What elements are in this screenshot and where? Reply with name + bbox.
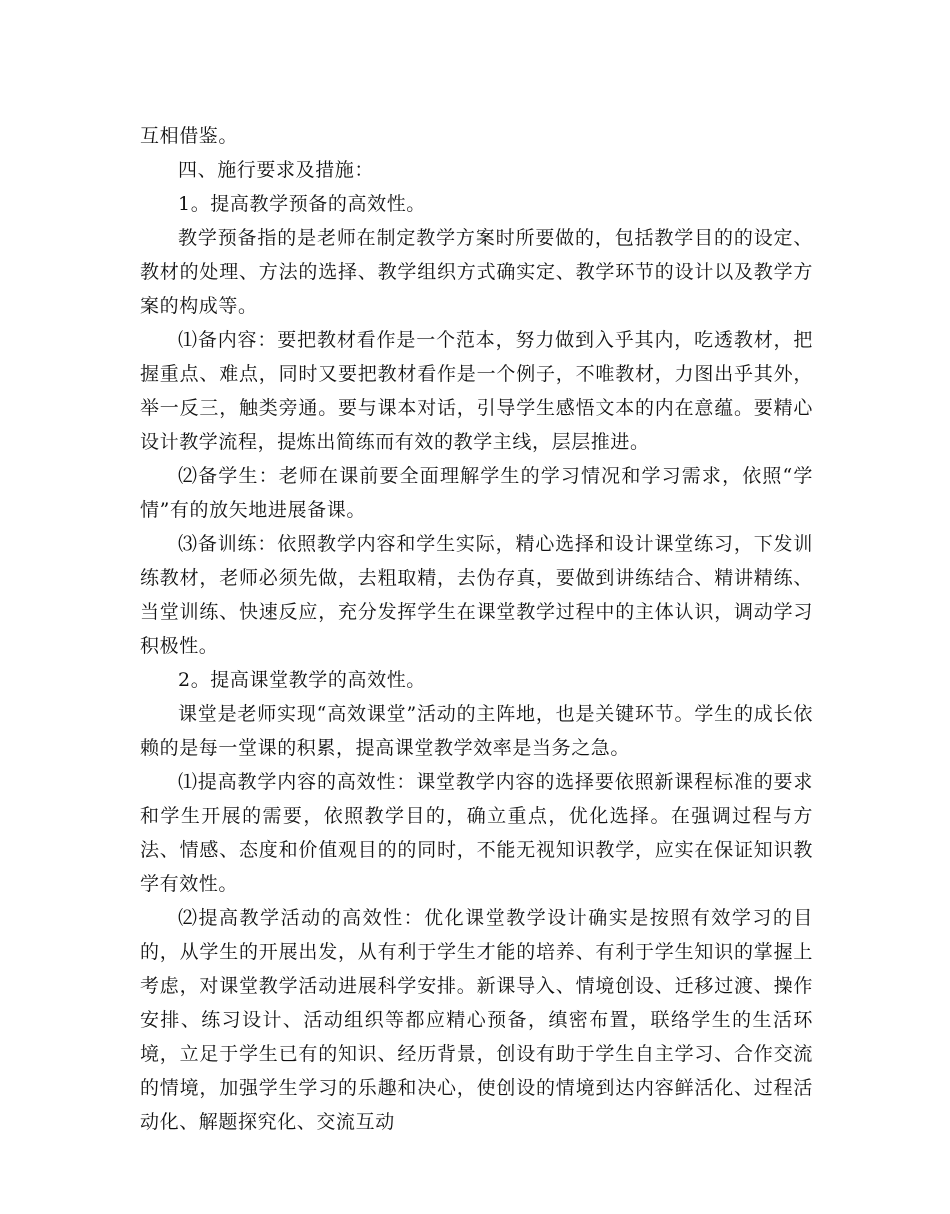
paragraph-content-efficiency: ⑴提高教学内容的高效性：课堂教学内容的选择要依照新课程标准的要求和学生开展的需要，依照教学目的，确立重点，优化选择。在强调过程与方法、情感、态度和价值观目的的同时，不能无视知识教学，应实在保证知识教学有效性。 xyxy=(140,771,813,895)
paragraph-prep-training: ⑶备训练：依照教学内容和学生实际，精心选择和设计课堂练习，下发训练教材，老师必须先做，去粗取精，去伪存真，要做到讲练结合、精讲精练、当堂训练、快速反应，充分发挥学生在课堂教学过程中的主体认识，调动学习积极性。 xyxy=(140,533,813,657)
subsection-heading-2: 2。提高课堂教学的高效性。 xyxy=(178,669,426,691)
paragraph-teaching-prep: 教学预备指的是老师在制定教学方案时所要做的，包括教学目的的设定、教材的处理、方法的选择、教学组织方式确实定、教学环节的设计以及教学方案的构成等。 xyxy=(140,227,813,317)
paragraph-1: 互相借鉴。 xyxy=(140,125,239,147)
subsection-heading-1: 1。提高教学预备的高效性。 xyxy=(178,193,426,215)
paragraph-classroom: 课堂是老师实现“高效课堂”活动的主阵地，也是关键环节。学生的成长依赖的是每一堂课的积累，提高课堂教学效率是当务之急。 xyxy=(140,703,813,759)
paragraph-activity-efficiency: ⑵提高教学活动的高效性：优化课堂教学设计确实是按照有效学习的目的，从学生的开展出发，从有利于学生才能的培养、有利于学生知识的掌握上考虑，对课堂教学活动进展科学安排。新课导入、情境创设、迁移过渡、操作安排、练习设计、活动组织等都应精心预备，缜密布置，联络学生的生活环境，立足于学生已有的知识、经历背景，创设有助于学生自主学习、合作交流的情境，加强学生学习的乐趣和决心，使创设的情境到达内容鲜活化、过程活动化、解题探究化、交流互动 xyxy=(140,907,813,1133)
document-body xyxy=(140,119,813,1139)
paragraph-prep-students: ⑵备学生：老师在课前要全面理解学生的学习情况和学习需求，依照“学情”有的放矢地进展备课。 xyxy=(140,465,813,521)
paragraph-prep-content: ⑴备内容：要把教材看作是一个范本，努力做到入乎其内，吃透教材，把握重点、难点，同时又要把教材看作是一个例子，不唯教材，力图出乎其外，举一反三，触类旁通。要与课本对话，引导学生感悟文本的内在意蕴。要精心设计教学流程，提炼出简练而有效的教学主线，层层推进。 xyxy=(140,329,813,453)
section-heading: 四、施行要求及措施： xyxy=(178,159,375,181)
